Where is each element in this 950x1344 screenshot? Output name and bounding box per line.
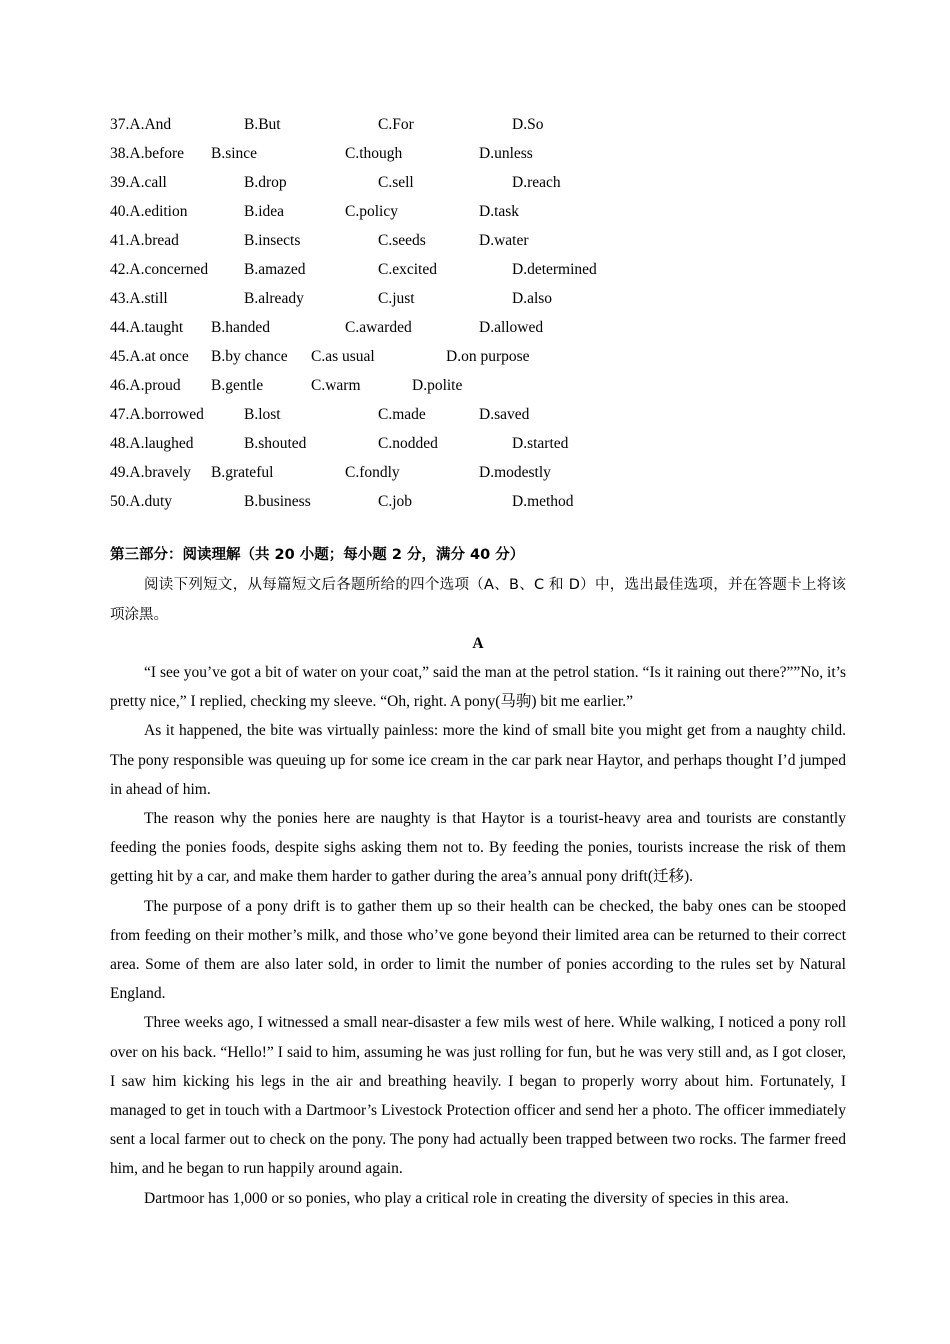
option-c: C.seeds: [378, 232, 426, 249]
passage-paragraph: The purpose of a pony drift is to gather them up so their health can be checked, the baby ones can be stooped from feeding on their mother’s milk, and those who’ve gone beyond their limited area can be returned to their correct area. Some of them are also later sold, in order to limit the number of ponies according to the rules set by Natural England.: [110, 897, 846, 1003]
option-b: B.by chance: [211, 348, 288, 365]
option-c: C.awarded: [345, 319, 412, 336]
option-a: 42.A.concerned: [110, 261, 209, 278]
question-row-44: [110, 315, 846, 344]
option-a: 50.A.duty: [110, 493, 172, 510]
question-row-42: [110, 257, 846, 286]
option-d: D.modestly: [479, 464, 551, 481]
passage-paragraph: As it happened, the bite was virtually painless: more the kind of small bite you might get from a naughty child. The pony responsible was queuing up for some ice cream in the car park near Haytor, and perhaps thought I’d jumped in ahead of him.: [110, 722, 846, 798]
question-row-48: [110, 431, 846, 460]
option-d: D.saved: [479, 406, 530, 423]
option-a: 37.A.And: [110, 116, 172, 133]
option-a: 41.A.bread: [110, 232, 179, 249]
question-row-49: [110, 460, 846, 489]
option-b: B.business: [244, 493, 311, 510]
question-row-50: [110, 489, 846, 518]
option-d: D.task: [479, 203, 520, 220]
option-d: D.reach: [512, 174, 561, 191]
option-c: C.policy: [345, 203, 398, 220]
option-b: B.amazed: [244, 261, 306, 278]
option-c: C.sell: [378, 174, 414, 191]
option-b: B.lost: [244, 406, 281, 423]
option-c: C.For: [378, 116, 414, 133]
option-b: B.insects: [244, 232, 301, 249]
passage-body: [110, 658, 846, 1213]
option-b: B.idea: [244, 203, 285, 220]
question-row-45: [110, 344, 846, 373]
option-b: B.already: [244, 290, 304, 307]
option-a: 46.A.proud: [110, 377, 181, 394]
option-a: 49.A.bravely: [110, 464, 191, 481]
question-row-41: [110, 228, 846, 257]
question-row-39: [110, 170, 846, 199]
option-d: D.on purpose: [446, 348, 530, 365]
option-b: B.grateful: [211, 464, 274, 481]
option-d: D.started: [512, 435, 569, 452]
option-a: 44.A.taught: [110, 319, 184, 336]
passage-paragraph: Dartmoor has 1,000 or so ponies, who play a critical role in creating the diversity of species in this area.: [144, 1189, 789, 1207]
option-a: 38.A.before: [110, 145, 185, 162]
passage-label: A: [472, 635, 484, 652]
option-c: C.made: [378, 406, 426, 423]
option-a: 45.A.at once: [110, 348, 189, 365]
option-d: D.unless: [479, 145, 533, 162]
cloze-options-list: [110, 112, 846, 518]
option-c: C.as usual: [311, 348, 375, 365]
option-a: 48.A.laughed: [110, 435, 194, 452]
option-d: D.method: [512, 493, 574, 510]
option-d: D.determined: [512, 261, 597, 278]
option-d: D.So: [512, 116, 544, 133]
option-b: B.gentle: [211, 377, 264, 394]
passage-paragraph: The reason why the ponies here are naughty is that Haytor is a tourist-heavy area and tourists are constantly feeding the ponies foods, despite sighs asking them not to. By feeding the ponies, tourists increase the risk of them getting hit by a car, and make them harder to gather during the area’s annual pony drift(迁移).: [110, 810, 846, 886]
question-row-47: [110, 402, 846, 431]
section-heading: 第三部分：阅读理解（共 20 小题；每小题 2 分，满分 40 分）: [110, 547, 525, 563]
option-c: C.warm: [311, 377, 361, 394]
option-c: C.though: [345, 145, 403, 162]
question-row-37: [110, 112, 846, 141]
option-c: C.just: [378, 290, 415, 307]
question-row-43: [110, 286, 846, 315]
option-c: C.job: [378, 493, 413, 510]
exam-page: [110, 112, 846, 1213]
option-c: C.excited: [378, 261, 437, 278]
option-b: B.shouted: [244, 435, 307, 452]
option-a: 40.A.edition: [110, 203, 188, 220]
option-a: 47.A.borrowed: [110, 406, 204, 423]
passage-paragraph: Three weeks ago, I witnessed a small near-disaster a few mils west of here. While walking, I noticed a pony roll over on his back. “Hello!” I said to him, assuming he was just rolling for fun, but he was very still and, as I got closer, I saw him kicking his legs in the air and breathing heavily. I began to properly worry about him. Fortunately, I managed to get in touch with a Dartmoor’s Livestock Protection officer and send her a photo. The officer immediately sent a local farmer out to check on the pony. The pony had actually been trapped between two rocks. The farmer freed him, and he began to run happily around again.: [110, 1014, 846, 1178]
option-d: D.allowed: [479, 319, 544, 336]
option-b: B.drop: [244, 174, 287, 191]
question-row-40: [110, 199, 846, 228]
option-d: D.polite: [412, 377, 463, 394]
option-b: B.since: [211, 145, 258, 162]
option-c: C.nodded: [378, 435, 438, 452]
question-row-46: [110, 373, 846, 402]
option-d: D.also: [512, 290, 553, 307]
question-row-38: [110, 141, 846, 170]
option-c: C.fondly: [345, 464, 400, 481]
option-b: B.But: [244, 116, 281, 133]
option-b: B.handed: [211, 319, 270, 336]
passage-paragraph: “I see you’ve got a bit of water on your coat,” said the man at the petrol station. “Is it raining out there?””No, it’s pretty nice,” I replied, checking my sleeve. “Oh, right. A pony(马驹) bit me earlier.”: [110, 664, 846, 711]
option-d: D.water: [479, 232, 529, 249]
option-a: 43.A.still: [110, 290, 168, 307]
section-instruction: 阅读下列短文，从每篇短文后各题所给的四个选项（A、B、C 和 D）中，选出最佳选项，并在答题卡上将该项涂黑。: [110, 577, 846, 623]
option-a: 39.A.call: [110, 174, 167, 191]
